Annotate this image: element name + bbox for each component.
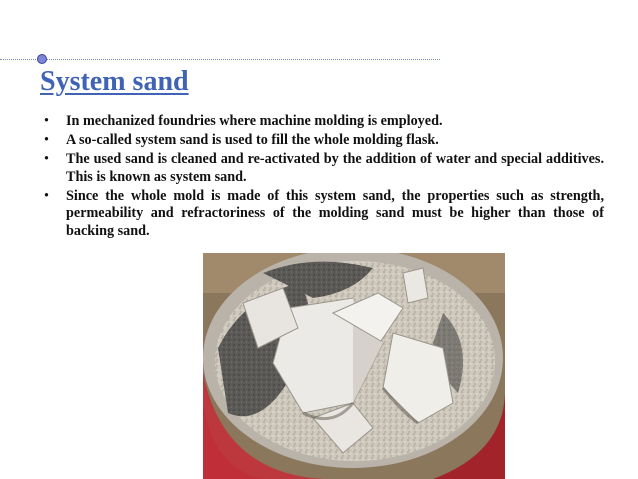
slide-title: System sand: [40, 66, 189, 97]
bullet-list: [44, 113, 604, 242]
bullet-item: • Since the whole mold is made of this system sand, the properties such as strength, permeability and refractoriness of the molding sand must be higher than those of backing sand.: [44, 188, 604, 241]
sand-bucket-photo: [203, 253, 505, 479]
bullet-item: • The used sand is cleaned and re-activated by the addition of water and special additives. This is known as system sand.: [44, 151, 604, 186]
bullet-item: • A so-called system sand is used to fill the whole molding flask.: [44, 132, 604, 150]
bullet-item: • In mechanized foundries where machine molding is employed.: [44, 113, 604, 131]
bullet-dot-icon: [37, 54, 47, 64]
header-dotted-rule: [0, 59, 440, 60]
